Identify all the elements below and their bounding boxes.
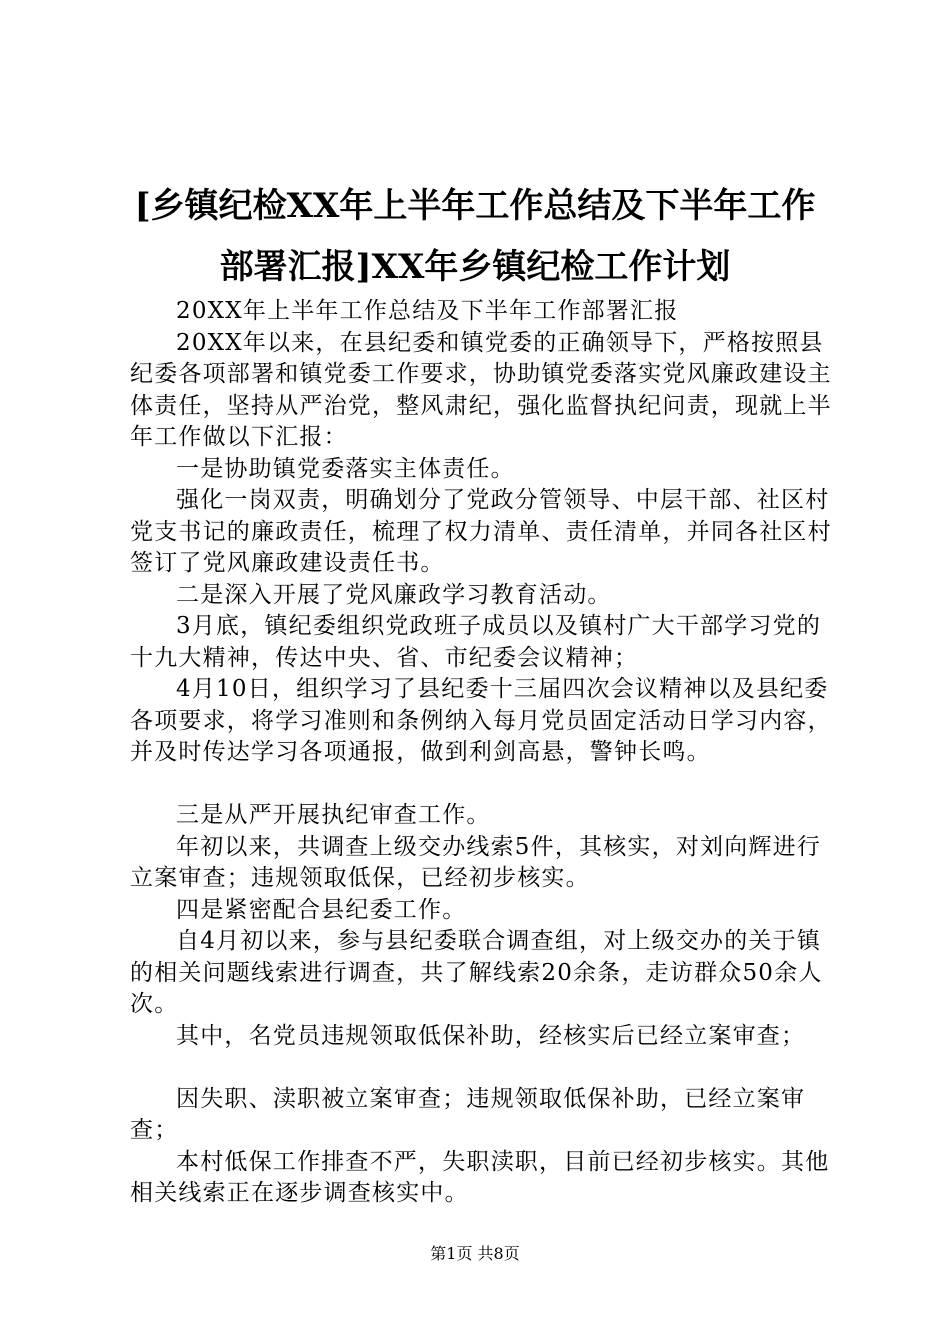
section-heading-3: 三是从严开展执纪审查工作。	[176, 802, 491, 828]
section-heading-4: 四是紧密配合县纪委工作。	[176, 896, 467, 923]
paragraph: 其中，名党员违规领取低保补助，经核实后已经立案审查；	[176, 1022, 806, 1049]
blank-line	[130, 769, 836, 801]
paragraph: 本村低保工作排查不严，失职渎职，目前已经初步核实。其他相关线索正在逐步调查核实中。	[130, 1148, 830, 1206]
paragraph: 3月底，镇纪委组织党政班子成员以及镇村广大干部学习党的十九大精神，传达中央、省、市纪委会议精神；	[130, 613, 822, 671]
page-indicator: 第1页 共8页	[430, 1244, 520, 1263]
paragraph: 年初以来，共调查上级交办线索5件，其核实，对刘向辉进行立案审查；违规领取低保，已经初步核实。	[130, 833, 822, 891]
paragraph-intro: 20XX年以来，在县纪委和镇党委的正确领导下，严格按照县纪委各项部署和镇党委工作要求，协助镇党委落实党风廉政建设主体责任，坚持从严治党，整风肃纪，强化监督执纪问责，现就上半年工作做以下汇报：	[130, 329, 832, 450]
paragraph: 自4月初以来，参与县纪委联合调查组，对上级交办的关于镇的相关问题线索进行调查，共了解线索20余条，走访群众50余人次。	[130, 928, 823, 1017]
title-line-1: [乡镇纪检XX年上半年工作总结及下半年工作	[134, 186, 816, 226]
paragraph: 强化一岗双责，明确划分了党政分管领导、中层干部、社区村党支书记的廉政责任，梳理了权力清单、责任清单，并同各社区村签订了党风廉政建设责任书。	[130, 487, 832, 576]
section-heading-1: 一是协助镇党委落实主体责任。	[176, 455, 515, 482]
paragraph-heading: 20XX年上半年工作总结及下半年工作部署汇报	[176, 298, 679, 324]
document-body	[130, 296, 836, 1210]
blank-line	[130, 1052, 836, 1084]
section-heading-2: 二是深入开展了党风廉政学习教育活动。	[176, 581, 612, 608]
paragraph: 4月10日，组织学习了县纪委十三届四次会议精神以及县纪委各项要求，将学习准则和条例纳入每月党员固定活动日学习内容，并及时传达学习各项通报，做到利剑高悬，警钟长鸣。	[130, 676, 832, 765]
paragraph: 因失职、渎职被立案审查；违规领取低保补助，已经立案审查；	[130, 1085, 806, 1143]
title-line-2: 部署汇报]XX年乡镇纪检工作计划	[219, 247, 731, 287]
